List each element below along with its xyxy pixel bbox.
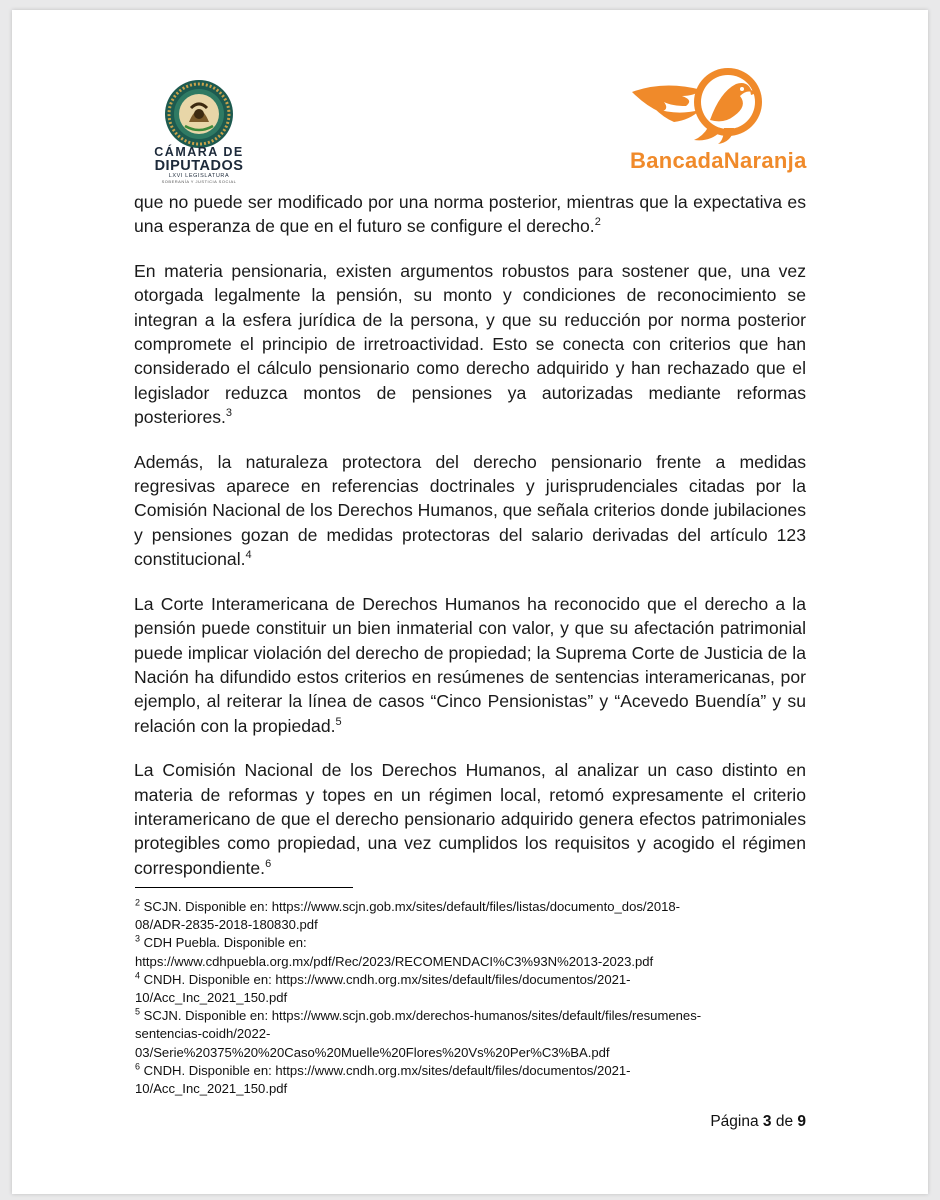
paragraph-text: que no puede ser modificado por una norma posterior, mientras que la expectativa es una esperanza de que en el futuro se configure el derecho. bbox=[134, 192, 806, 237]
paragraph bbox=[134, 450, 806, 572]
footnote-item bbox=[135, 934, 795, 970]
page-number bbox=[702, 1113, 806, 1131]
logo-line-diputados: DIPUTADOS bbox=[154, 157, 244, 174]
footnote-item bbox=[135, 971, 795, 1007]
page-label: Página bbox=[710, 1113, 763, 1130]
paragraph-text: En materia pensionaria, existen argumentos robustos para sostener que, una vez otorgada legalmente la pensión, su monto y condiciones de reconocimiento se integran a la esfera jurídica de la persona, y que su reducción por norma posterior compromete el principio de irretroactividad. Esto se conecta con criterios que han considerado el cálculo pensionario como derecho adquirido y han rechazado que el legislador reduzca montos de pensiones ya autorizadas mediante reformas posteriores. bbox=[134, 260, 806, 428]
paragraph bbox=[134, 190, 806, 239]
footnote-reference: 2 bbox=[594, 216, 601, 229]
paragraph bbox=[134, 758, 806, 880]
footnote-item bbox=[135, 1062, 795, 1098]
footnote-text: 08/ADR-2835-2018-180830.pdf bbox=[135, 917, 318, 933]
paragraph bbox=[134, 592, 806, 738]
footnote-number: 2 bbox=[135, 897, 141, 908]
footnote-text: SCJN. Disponible en: https://www.scjn.gob.mx/sites/default/files/listas/documento_dos/2018- bbox=[140, 899, 681, 914]
document-body bbox=[134, 190, 806, 900]
national-seal-icon bbox=[161, 78, 237, 150]
footnote-text: 03/Serie%20375%20%20Caso%20Muelle%20Flores%20Vs%20Per%C3%BA.pdf bbox=[135, 1044, 610, 1060]
footnote-item bbox=[135, 1007, 795, 1062]
logo-line-camara: CÁMARA DE bbox=[154, 145, 244, 159]
footnote-reference: 6 bbox=[265, 857, 272, 870]
footnote-text: SCJN. Disponible en: https://www.scjn.gob.mx/derechos-humanos/sites/default/files/resumenes- bbox=[140, 1008, 702, 1024]
footnote-text: CNDH. Disponible en: https://www.cndh.org.mx/sites/default/files/documentos/2021- bbox=[140, 1062, 631, 1078]
camara-de-diputados-logo bbox=[134, 70, 264, 184]
footnote-text: sentencias-coidh/2022- bbox=[135, 1026, 271, 1042]
footnote-number: 5 bbox=[135, 1006, 141, 1017]
footnote-text: CNDH. Disponible en: https://www.cndh.org.mx/sites/default/files/documentos/2021- bbox=[140, 971, 631, 987]
document-page bbox=[12, 10, 928, 1194]
footnote-text: https://www.cdhpuebla.org.mx/pdf/Rec/2023/RECOMENDACI%C3%93N%2013-2023.pdf bbox=[135, 953, 654, 969]
footnote-divider bbox=[135, 887, 353, 888]
page-separator: de bbox=[771, 1113, 798, 1130]
paragraph-text: La Corte Interamericana de Derechos Humanos ha reconocido que el derecho a la pensión puede constituir un bien inmaterial con valor, y que su afectación patrimonial puede implicar violación del derecho de propiedad; la Suprema Corte de Justicia de la Nación ha difundido estos criterios en resúmenes de sentencias interamericanas, por ejemplo, al reiterar la línea de casos “Cinco Pensionistas” y “Acevedo Buendía” y su relación con la propiedad. bbox=[134, 593, 806, 736]
bancada-naranja-logo bbox=[624, 62, 824, 182]
bancada-naranja-wordmark: BancadaNaranja bbox=[630, 148, 807, 173]
footnote-number: 3 bbox=[135, 934, 141, 945]
total-pages: 9 bbox=[797, 1113, 806, 1130]
footnote-reference: 5 bbox=[335, 715, 342, 728]
footnote-number: 6 bbox=[135, 1061, 141, 1072]
footnote-text: CDH Puebla. Disponible en: bbox=[140, 935, 307, 951]
paragraph-text: La Comisión Nacional de los Derechos Humanos, al analizar un caso distinto en materia de reformas y topes en un régimen local, retomó expresamente el criterio interamericano de que el derecho pensionario adquirido genera efectos patrimoniales protegibles como propiedad, una vez cumplidos los requisitos y acogido el régimen correspondiente. bbox=[134, 760, 806, 878]
current-page: 3 bbox=[762, 1113, 772, 1130]
paragraph-text: Además, la naturaleza protectora del derecho pensionario frente a medidas regresivas aparece en referencias doctrinales y jurisprudenciales citadas por la Comisión Nacional de los Derechos Humanos, que señala criterios donde jubilaciones y pensiones gozan de medidas protectoras del salario derivadas del artículo 123 constitucional. bbox=[134, 451, 806, 570]
eagle-icon bbox=[624, 62, 824, 146]
logo-line-legislatura: LXVI LEGISLATURA bbox=[168, 173, 230, 179]
footnote-text: 10/Acc_Inc_2021_150.pdf bbox=[135, 990, 288, 1006]
footnote-reference: 3 bbox=[225, 407, 233, 420]
logo-line-slogan: SOBERANÍA Y JUSTICIA SOCIAL bbox=[161, 178, 237, 184]
footnote-text: 10/Acc_Inc_2021_150.pdf bbox=[135, 1081, 288, 1097]
footnote-item bbox=[135, 898, 795, 934]
paragraph bbox=[134, 259, 806, 430]
footnotes bbox=[135, 898, 795, 1098]
footnote-number: 4 bbox=[135, 970, 141, 981]
footnote-reference: 4 bbox=[245, 549, 252, 562]
